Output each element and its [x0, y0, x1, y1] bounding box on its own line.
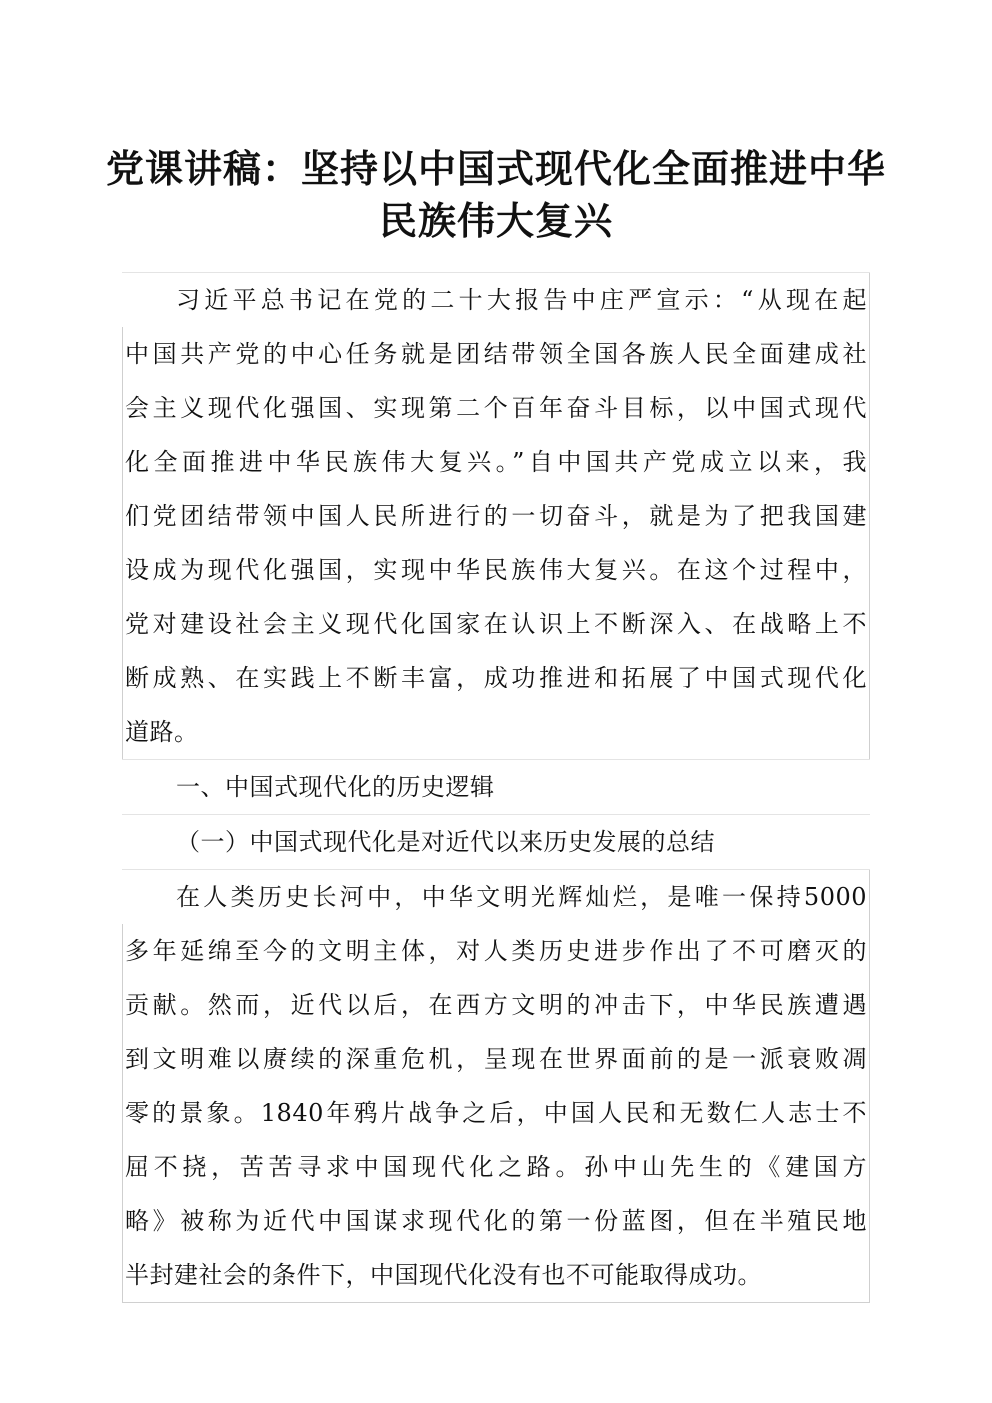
- document-body: [122, 272, 870, 1303]
- paragraph-line: 到文明难以赓续的深重危机，呈现在世界面前的是一派衰败凋: [122, 1032, 870, 1086]
- paragraph-line: 多年延绵至今的文明主体，对人类历史进步作出了不可磨灭的: [122, 924, 870, 978]
- document-title-line-1: 党课讲稿：坚持以中国式现代化全面推进中华: [105, 147, 886, 191]
- subsection-heading: [122, 814, 870, 869]
- paragraph-intro: [122, 272, 870, 759]
- document-title-line-2: 民族伟大复兴: [378, 199, 613, 243]
- paragraph-line: 断成熟、在实践上不断丰富，成功推进和拓展了中国式现代化: [122, 651, 870, 705]
- paragraph-line: 们党团结带领中国人民所进行的一切奋斗，就是为了把我国建: [122, 489, 870, 543]
- paragraph-line: 设成为现代化强国，实现中华民族伟大复兴。在这个过程中，: [122, 543, 870, 597]
- subsection-heading-text: （一）中国式现代化是对近代以来历史发展的总结: [176, 828, 715, 856]
- paragraph-line: 在人类历史长河中，中华文明光辉灿烂，是唯一保持5000: [122, 870, 870, 924]
- section-heading: [122, 759, 870, 814]
- paragraph-line: 贡献。然而，近代以后，在西方文明的冲击下，中华民族遭遇: [122, 978, 870, 1032]
- paragraph-line: 会主义现代化强国、实现第二个百年奋斗目标，以中国式现代: [122, 381, 870, 435]
- section-heading-text: 一、中国式现代化的历史逻辑: [176, 773, 495, 801]
- paragraph-line: 屈不挠，苦苦寻求中国现代化之路。孙中山先生的《建国方: [122, 1140, 870, 1194]
- paragraph-line: 略》被称为近代中国谋求现代化的第一份蓝图，但在半殖民地: [122, 1194, 870, 1248]
- paragraph-line: 零的景象。1840年鸦片战争之后，中国人民和无数仁人志士不: [122, 1086, 870, 1140]
- paragraph-line: 化全面推进中华民族伟大复兴。”自中国共产党成立以来，我: [122, 435, 870, 489]
- paragraph-line: 道路。: [122, 705, 870, 759]
- paragraph-history: [122, 869, 870, 1303]
- paragraph-line: 中国共产党的中心任务就是团结带领全国各族人民全面建成社: [122, 327, 870, 381]
- paragraph-line: 党对建设社会主义现代化国家在认识上不断深入、在战略上不: [122, 597, 870, 651]
- paragraph-line: 半封建社会的条件下，中国现代化没有也不可能取得成功。: [122, 1248, 870, 1302]
- paragraph-line: 习近平总书记在党的二十大报告中庄严宣示：“从现在起: [122, 273, 870, 327]
